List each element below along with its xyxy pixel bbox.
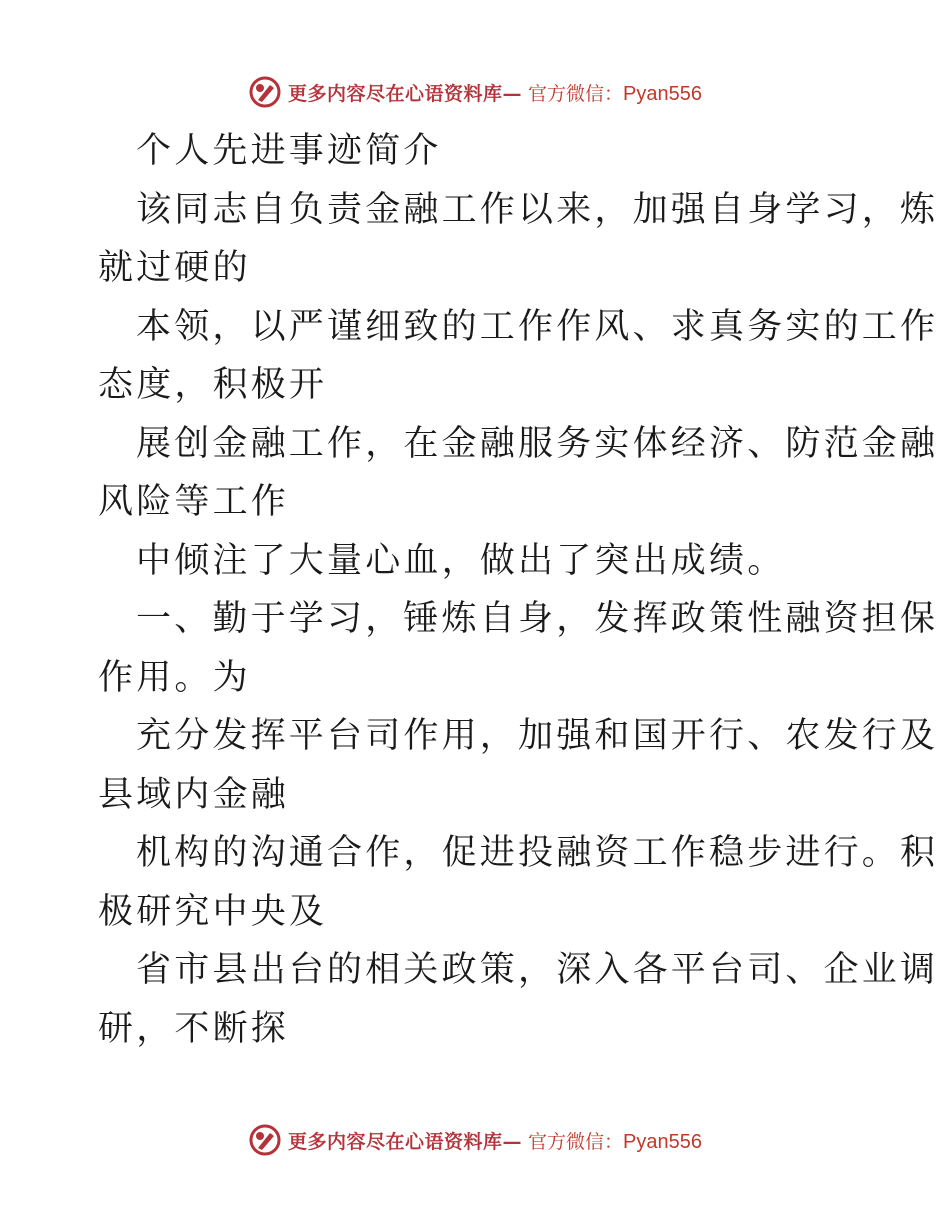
footer-banner: [0, 1120, 950, 1160]
paragraph-line: 该同志自负责金融工作以来，加强自身学习，炼: [136, 189, 939, 230]
paragraph-line: 作用。为: [98, 657, 251, 698]
paragraph-line: 省市县出台的相关政策，深入各平台司、企业调: [136, 950, 939, 990]
paragraph-line: 研，不断探: [98, 1008, 290, 1049]
header-banner-text: 更多内容尽在心语资料库—: [288, 82, 523, 105]
footer-wechat: [528, 1127, 702, 1154]
footer-wechat-id: Pyan556: [623, 1130, 702, 1153]
paragraph-line: 机构的沟通合作，促进投融资工作稳步进行。积: [136, 833, 939, 873]
paragraph-line: 充分发挥平台司作用，加强和国开行、农发行及: [136, 716, 939, 756]
footer-banner-text: 更多内容尽在心语资料库—: [288, 1130, 523, 1153]
header-wechat: [528, 79, 702, 106]
document-body: [98, 122, 939, 1058]
paragraph-line: 就过硬的: [98, 248, 251, 288]
paragraph-line: 县域内金融: [98, 774, 290, 815]
paragraph-line: 极研究中央及: [98, 891, 328, 932]
header-wechat-label: 官方微信：: [528, 82, 624, 105]
pen-nib-logo-icon: [248, 75, 282, 109]
paragraph-line: 展创金融工作，在金融服务实体经济、防范金融: [136, 423, 939, 464]
header-banner: [0, 72, 950, 112]
paragraph-line: 本领，以严谨细致的工作作风、求真务实的工作: [136, 306, 939, 347]
pen-nib-logo-icon: [248, 1123, 282, 1157]
paragraph-line: 态度，积极开: [98, 365, 328, 405]
section-heading: 一、勤于学习，锤炼自身，发挥政策性融资担保: [136, 599, 939, 639]
header-wechat-id: Pyan556: [623, 82, 702, 105]
paragraph-line: 中倾注了大量心血，做出了突出成绩。: [136, 540, 786, 581]
document-title: 个人先进事迹简介: [136, 131, 442, 171]
paragraph-line: 风险等工作: [98, 482, 290, 522]
footer-wechat-label: 官方微信：: [528, 1130, 624, 1153]
